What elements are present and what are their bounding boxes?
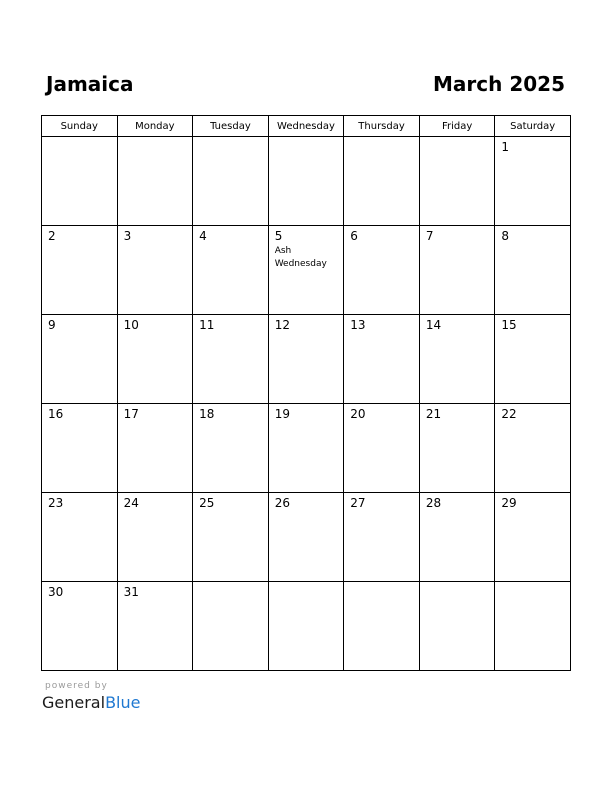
day-cell <box>117 137 193 226</box>
day-number: 20 <box>350 407 366 421</box>
day-number: 11 <box>199 318 215 332</box>
day-cell <box>193 315 269 404</box>
day-cell <box>42 404 118 493</box>
day-number: 6 <box>350 229 358 243</box>
generalblue-logo[interactable] <box>42 693 140 713</box>
day-number: 28 <box>425 496 442 510</box>
day-number: 18 <box>199 407 215 421</box>
powered-by-text: powered by <box>45 681 108 691</box>
day-number: 19 <box>274 407 290 421</box>
day-cell <box>495 582 571 671</box>
day-cell <box>495 226 571 315</box>
day-cell <box>117 226 193 315</box>
day-cell <box>419 582 495 671</box>
day-number: 8 <box>501 229 510 243</box>
day-number: 10 <box>123 318 139 332</box>
weekday-saturday: Saturday <box>495 116 571 137</box>
logo-general-text: General <box>42 693 106 712</box>
day-cell <box>344 493 420 582</box>
day-cell <box>495 137 571 226</box>
week-row <box>42 226 571 315</box>
weekday-tuesday: Tuesday <box>193 116 269 137</box>
day-number: 9 <box>48 318 56 332</box>
day-number: 16 <box>48 407 64 421</box>
day-number: 7 <box>425 229 434 243</box>
day-number: 4 <box>199 229 207 243</box>
day-number: 12 <box>274 318 290 332</box>
day-cell <box>193 582 269 671</box>
day-cell <box>117 315 193 404</box>
day-number: 15 <box>501 318 517 332</box>
day-cell <box>193 404 269 493</box>
day-cell <box>117 493 193 582</box>
week-row <box>42 493 571 582</box>
day-cell <box>495 493 571 582</box>
weekday-thursday: Thursday <box>344 116 420 137</box>
day-number: 5 <box>274 229 283 243</box>
day-cell <box>268 315 344 404</box>
day-cell <box>419 226 495 315</box>
day-number: 23 <box>48 496 64 510</box>
day-number: 27 <box>350 496 366 510</box>
day-number: 30 <box>48 585 64 599</box>
week-row <box>42 137 571 226</box>
weekday-header-row <box>42 116 571 137</box>
day-cell <box>344 226 420 315</box>
day-number: 3 <box>123 229 132 243</box>
day-number: 13 <box>350 318 366 332</box>
day-number: 2 <box>48 229 56 243</box>
day-cell <box>344 582 420 671</box>
day-cell <box>268 137 344 226</box>
day-cell <box>268 226 344 315</box>
day-cell <box>193 226 269 315</box>
day-cell <box>419 315 495 404</box>
day-number: 29 <box>501 496 517 510</box>
day-cell <box>268 582 344 671</box>
day-cell <box>419 404 495 493</box>
day-cell <box>268 493 344 582</box>
week-row <box>42 582 571 671</box>
day-cell <box>344 137 420 226</box>
week-row <box>42 315 571 404</box>
day-number: 25 <box>199 496 215 510</box>
day-cell <box>42 582 118 671</box>
month-year-title: March 2025 <box>433 72 565 96</box>
country-title: Jamaica <box>46 72 134 96</box>
day-number: 21 <box>425 407 442 421</box>
day-number: 17 <box>123 407 139 421</box>
day-number: 14 <box>425 318 442 332</box>
brand-footer <box>42 680 140 713</box>
holiday-label: Ash Wednesday <box>274 246 327 269</box>
day-cell <box>42 226 118 315</box>
day-number: 1 <box>501 140 510 154</box>
day-cell <box>42 315 118 404</box>
weekday-monday: Monday <box>117 116 193 137</box>
day-cell <box>344 315 420 404</box>
day-cell <box>419 493 495 582</box>
day-cell <box>42 137 118 226</box>
weekday-sunday: Sunday <box>42 116 118 137</box>
calendar-grid <box>41 115 571 671</box>
day-cell <box>117 404 193 493</box>
day-cell <box>193 137 269 226</box>
day-cell <box>344 404 420 493</box>
day-number: 31 <box>123 585 139 599</box>
day-cell <box>495 404 571 493</box>
day-cell <box>495 315 571 404</box>
weekday-wednesday: Wednesday <box>268 116 344 137</box>
week-row <box>42 404 571 493</box>
day-cell <box>268 404 344 493</box>
day-cell <box>42 493 118 582</box>
day-number: 22 <box>501 407 517 421</box>
day-number: 26 <box>274 496 290 510</box>
logo-blue-text: Blue <box>105 693 141 712</box>
weekday-friday: Friday <box>419 116 495 137</box>
day-cell <box>193 493 269 582</box>
day-number: 24 <box>123 496 139 510</box>
day-cell <box>117 582 193 671</box>
day-cell <box>419 137 495 226</box>
